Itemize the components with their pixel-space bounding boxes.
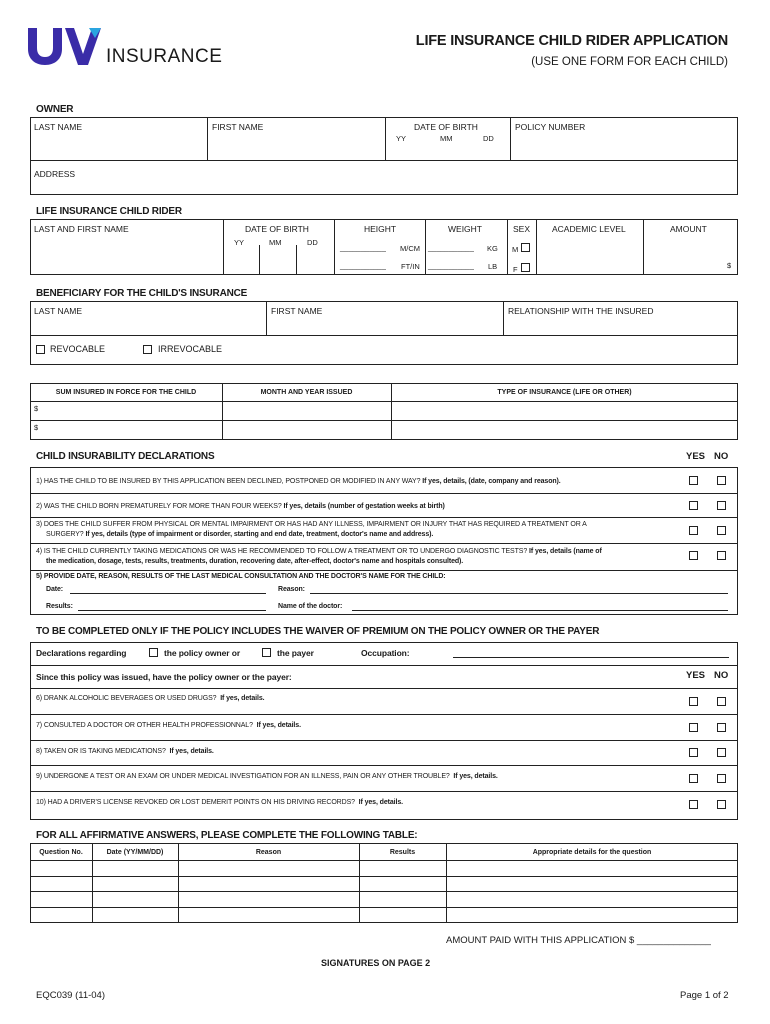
- revocable-label: REVOCABLE: [50, 344, 106, 354]
- affirmative-row-line: [30, 907, 738, 908]
- affirmative-row-line: [30, 876, 738, 877]
- q2-yes-checkbox[interactable]: [689, 501, 698, 510]
- affirmative-col-results: Results: [389, 849, 416, 856]
- page-number: Page 1 of 2: [680, 990, 729, 1001]
- affirmative-col-reason: Reason: [255, 849, 282, 856]
- declaration-q2: 2) WAS THE CHILD BORN PREMATURELY FOR MORE THAN FOUR WEEKS? If yes, details (number of gestation weeks at birth): [36, 503, 445, 510]
- beneficiary-col-line: [503, 301, 504, 335]
- form-title: LIFE INSURANCE CHILD RIDER APPLICATION: [415, 33, 728, 49]
- rider-dd: DD: [307, 238, 318, 247]
- rider-col-line: [334, 219, 335, 275]
- occupation-label: Occupation:: [361, 648, 410, 658]
- sex-f-checkbox[interactable]: [521, 263, 530, 272]
- q10-no-checkbox[interactable]: [717, 800, 726, 809]
- q3-yes-checkbox[interactable]: [689, 526, 698, 535]
- waiver-yes-header: YES: [686, 670, 706, 681]
- consult-date-label: Date:: [46, 586, 64, 593]
- consult-results-label: Results:: [46, 603, 73, 610]
- consult-reason-field[interactable]: [310, 593, 728, 594]
- beneficiary-first-name-label: FIRST NAME: [271, 306, 323, 316]
- q10-yes-checkbox[interactable]: [689, 800, 698, 809]
- uv-logo: [27, 26, 107, 66]
- rider-col-line: [536, 219, 537, 275]
- rider-dob-line: [259, 245, 260, 275]
- declarations-line: [30, 493, 738, 494]
- type-of-insurance-header: TYPE OF INSURANCE (LIFE OR OTHER): [497, 389, 632, 396]
- weight-kg-blank[interactable]: ___________: [428, 243, 474, 252]
- mcm-label: M/CM: [400, 244, 420, 253]
- owner-col-line: [510, 117, 511, 160]
- owner-mm: MM: [440, 134, 453, 143]
- insurance-table-line: [30, 401, 738, 402]
- waiver-q10: 10) HAD A DRIVER'S LICENSE REVOKED OR LOST DEMERIT POINTS ON HIS DRIVING RECORDS? If yes, details.: [36, 799, 403, 806]
- affirmative-row-line: [30, 891, 738, 892]
- sex-m-checkbox[interactable]: [521, 243, 530, 252]
- address-label: ADDRESS: [34, 169, 76, 179]
- waiver-line: [30, 740, 738, 741]
- amount-label: AMOUNT: [670, 224, 707, 234]
- form-code: EQC039 (11-04): [36, 990, 105, 1001]
- owner-box: [30, 117, 738, 195]
- doctor-name-field[interactable]: [352, 610, 728, 611]
- declaration-q3: 3) DOES THE CHILD SUFFER FROM PHYSICAL OR MENTAL IMPAIRMENT OR HAS HAD ANY ILLNESS, IMPAIRMENT OR INJURY THAT HAS REQUIRED A TREATMENT OR A: [36, 521, 587, 528]
- no-header: NO: [714, 451, 729, 462]
- beneficiary-col-line: [266, 301, 267, 335]
- amount-dollar: $: [727, 261, 732, 270]
- payer-label: the payer: [277, 648, 314, 658]
- sum-dollar-2: $: [34, 423, 39, 432]
- kg-label: KG: [487, 244, 498, 253]
- rider-name-label: LAST AND FIRST NAME: [34, 224, 129, 234]
- q9-no-checkbox[interactable]: [717, 774, 726, 783]
- signatures-note: SIGNATURES ON PAGE 2: [321, 958, 431, 968]
- rider-dob-label: DATE OF BIRTH: [245, 224, 309, 234]
- since-policy-issued-label: Since this policy was issued, have the policy owner or the payer:: [36, 672, 292, 682]
- beneficiary-divider: [30, 335, 738, 336]
- q1-no-checkbox[interactable]: [717, 476, 726, 485]
- declaration-q1: 1) HAS THE CHILD TO BE INSURED BY THIS APPLICATION BEEN DECLINED, POSTPONED OR MODIFIED IN ANY WAY? If yes, details, (date, company and reason).: [36, 478, 561, 485]
- rider-col-line: [507, 219, 508, 275]
- waiver-line: [30, 688, 738, 689]
- waiver-q7: 7) CONSULTED A DOCTOR OR OTHER HEALTH PROFESSIONNAL? If yes, details.: [36, 722, 301, 729]
- policy-owner-label: the policy owner or: [164, 648, 241, 658]
- waiver-box: [30, 642, 738, 820]
- q6-no-checkbox[interactable]: [717, 697, 726, 706]
- declarations-regarding-label: Declarations regarding: [36, 648, 127, 658]
- revocable-checkbox[interactable]: [36, 345, 45, 354]
- affirmative-col-details: Appropriate details for the question: [532, 849, 652, 856]
- q3-no-checkbox[interactable]: [717, 526, 726, 535]
- waiver-q9: 9) UNDERGONE A TEST OR AN EXAM OR UNDER MEDICAL INVESTIGATION FOR AN ILLNESS, PAIN OR ANY OTHER TROUBLE? If yes, details.: [36, 773, 498, 780]
- insurance-table-line: [30, 420, 738, 421]
- declaration-q3-cont: SURGERY? If yes, details (type of impairment or disorder, starting and end date, treatment, doctor's name and address).: [46, 531, 434, 538]
- beneficiary-last-name-label: LAST NAME: [34, 306, 83, 316]
- logo-wordmark: INSURANCE: [106, 46, 223, 67]
- irrevocable-label: IRREVOCABLE: [158, 344, 223, 354]
- sex-m-label: M: [512, 245, 519, 254]
- rider-mm: MM: [269, 238, 282, 247]
- affirmative-col-question: Question No.: [39, 849, 83, 856]
- waiver-line: [30, 765, 738, 766]
- policy-owner-checkbox[interactable]: [149, 648, 158, 657]
- relationship-label: RELATIONSHIP WITH THE INSURED: [508, 306, 654, 316]
- occupation-field[interactable]: [453, 657, 729, 658]
- doctor-name-label: Name of the doctor:: [278, 603, 343, 610]
- waiver-line: [30, 714, 738, 715]
- height-label: HEIGHT: [364, 224, 397, 234]
- waiver-section-title: TO BE COMPLETED ONLY IF THE POLICY INCLUDES THE WAIVER OF PREMIUM ON THE POLICY OWNER OR THE PAYER: [36, 626, 600, 637]
- owner-dob-label: DATE OF BIRTH: [414, 122, 478, 132]
- affirmative-section-title: FOR ALL AFFIRMATIVE ANSWERS, PLEASE COMPLETE THE FOLLOWING TABLE:: [36, 830, 418, 841]
- sum-insured-header: SUM INSURED IN FORCE FOR THE CHILD: [55, 389, 197, 396]
- owner-first-name-label: FIRST NAME: [212, 122, 264, 132]
- form-subtitle: (USE ONE FORM FOR EACH CHILD): [531, 56, 728, 68]
- declaration-q4-cont: the medication, dosage, tests, results, treatments, duration, recovering date, after-effect, doctor's name and hospitals consulted).: [46, 558, 464, 565]
- waiver-q6: 6) DRANK ALCOHOLIC BEVERAGES OR USED DRUGS? If yes, details.: [36, 695, 265, 702]
- beneficiary-section-title: BENEFICIARY FOR THE CHILD'S INSURANCE: [36, 288, 248, 299]
- sex-f-label: F: [513, 265, 518, 274]
- waiver-no-header: NO: [714, 670, 729, 681]
- affirmative-row-line: [30, 860, 738, 861]
- rider-section-title: LIFE INSURANCE CHILD RIDER: [36, 206, 182, 217]
- declarations-line: [30, 570, 738, 571]
- payer-checkbox[interactable]: [262, 648, 271, 657]
- q7-no-checkbox[interactable]: [717, 723, 726, 732]
- declarations-line: [30, 543, 738, 544]
- irrevocable-checkbox[interactable]: [143, 345, 152, 354]
- rider-col-line: [425, 219, 426, 275]
- rider-yy: YY: [234, 238, 245, 247]
- rider-dob-line: [296, 245, 297, 275]
- rider-col-line: [643, 219, 644, 275]
- ftin-label: FT/IN: [401, 262, 420, 271]
- affirmative-col-date: Date (YY/MM/DD): [106, 849, 164, 856]
- owner-divider: [30, 160, 738, 161]
- sum-dollar-1: $: [34, 404, 39, 413]
- declaration-q5: 5) PROVIDE DATE, REASON, RESULTS OF THE LAST MEDICAL CONSULTATION AND THE DOCTOR'S NAME FOR THE CHILD:: [36, 573, 446, 580]
- owner-yy: YY: [396, 134, 407, 143]
- lb-label: LB: [488, 262, 498, 271]
- declaration-q4: 4) IS THE CHILD CURRENTLY TAKING MEDICATIONS OR WAS HE RECOMMENDED TO FOLLOW A TREATMENT OR TO UNDERGO DIAGNOSTIC TESTS? If yes, details (name of: [36, 548, 602, 555]
- q4-no-checkbox[interactable]: [717, 551, 726, 560]
- policy-number-label: POLICY NUMBER: [515, 122, 586, 132]
- weight-lb-blank[interactable]: ___________: [428, 261, 474, 270]
- declarations-line: [30, 517, 738, 518]
- waiver-q8: 8) TAKEN OR IS TAKING MEDICATIONS? If yes, details.: [36, 748, 214, 755]
- academic-label: ACADEMIC LEVEL: [552, 224, 626, 234]
- waiver-line: [30, 791, 738, 792]
- owner-col-line: [385, 117, 386, 160]
- amount-paid-label: AMOUNT PAID WITH THIS APPLICATION $ ______________: [446, 935, 711, 946]
- consult-reason-label: Reason:: [278, 586, 305, 593]
- q2-no-checkbox[interactable]: [717, 501, 726, 510]
- waiver-line: [30, 665, 738, 666]
- owner-last-name-label: LAST NAME: [34, 122, 83, 132]
- height-ftin-blank[interactable]: ___________: [340, 261, 386, 270]
- owner-section-title: OWNER: [36, 104, 74, 115]
- consult-date-field[interactable]: [70, 593, 266, 594]
- yes-header: YES: [686, 451, 706, 462]
- owner-col-line: [207, 117, 208, 160]
- q4-yes-checkbox[interactable]: [689, 551, 698, 560]
- height-cm-blank[interactable]: ___________: [340, 243, 386, 252]
- rider-col-line: [223, 219, 224, 275]
- q6-yes-checkbox[interactable]: [689, 697, 698, 706]
- month-year-header: MONTH AND YEAR ISSUED: [260, 389, 353, 396]
- q8-no-checkbox[interactable]: [717, 748, 726, 757]
- q1-yes-checkbox[interactable]: [689, 476, 698, 485]
- q7-yes-checkbox[interactable]: [689, 723, 698, 732]
- consult-results-field[interactable]: [78, 610, 266, 611]
- owner-dd: DD: [483, 134, 494, 143]
- weight-label: WEIGHT: [448, 224, 482, 234]
- sex-label: SEX: [513, 224, 531, 234]
- q9-yes-checkbox[interactable]: [689, 774, 698, 783]
- declarations-section-title: CHILD INSURABILITY DECLARATIONS: [36, 451, 215, 462]
- q8-yes-checkbox[interactable]: [689, 748, 698, 757]
